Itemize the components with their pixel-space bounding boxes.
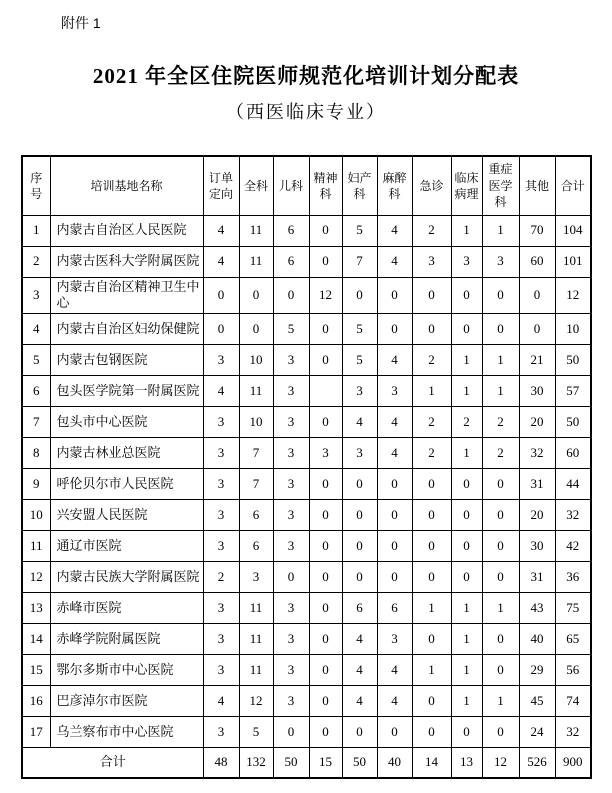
value-cell: 4 (342, 655, 377, 686)
value-cell: 36 (555, 562, 591, 593)
value-cell: 74 (555, 686, 591, 717)
value-cell: 50 (555, 407, 591, 438)
table-row (22, 500, 591, 531)
value-cell: 0 (239, 277, 273, 314)
value-cell: 12 (239, 686, 273, 717)
value-cell: 3 (273, 686, 309, 717)
column-header: 订单定向 (203, 156, 239, 215)
value-cell: 1 (451, 655, 482, 686)
value-cell: 11 (239, 246, 273, 277)
total-value-cell: 526 (519, 748, 555, 778)
value-cell: 0 (482, 500, 519, 531)
value-cell: 0 (342, 500, 377, 531)
value-cell: 3 (203, 593, 239, 624)
row-number-cell: 16 (22, 686, 50, 717)
row-number-cell: 17 (22, 717, 50, 748)
value-cell: 56 (555, 655, 591, 686)
value-cell: 12 (309, 277, 342, 314)
value-cell: 0 (482, 314, 519, 345)
attachment-label: 附件 1 (61, 15, 101, 31)
value-cell: 32 (555, 717, 591, 748)
total-value-cell: 50 (342, 748, 377, 778)
base-name-cell: 包头医学院第一附属医院 (50, 376, 203, 407)
value-cell: 57 (555, 376, 591, 407)
value-cell: 0 (342, 277, 377, 314)
value-cell: 1 (451, 438, 482, 469)
training-allocation-table (21, 155, 592, 779)
table-row (22, 277, 591, 314)
value-cell (309, 376, 342, 407)
value-cell: 0 (451, 277, 482, 314)
value-cell: 29 (519, 655, 555, 686)
value-cell: 0 (412, 624, 451, 655)
value-cell: 30 (519, 531, 555, 562)
row-number-cell: 1 (22, 215, 50, 246)
column-header: 全科 (239, 156, 273, 215)
value-cell: 32 (555, 500, 591, 531)
value-cell: 3 (342, 376, 377, 407)
table-row (22, 655, 591, 686)
value-cell: 6 (342, 593, 377, 624)
value-cell: 7 (239, 438, 273, 469)
value-cell: 3 (203, 407, 239, 438)
value-cell: 0 (482, 624, 519, 655)
row-number-cell: 8 (22, 438, 50, 469)
value-cell: 0 (239, 314, 273, 345)
value-cell: 0 (451, 531, 482, 562)
value-cell: 1 (482, 593, 519, 624)
value-cell: 11 (239, 655, 273, 686)
value-cell: 6 (377, 593, 412, 624)
value-cell: 0 (309, 246, 342, 277)
value-cell: 0 (412, 500, 451, 531)
value-cell: 2 (451, 407, 482, 438)
value-cell: 2 (482, 438, 519, 469)
total-row (22, 748, 591, 778)
value-cell: 6 (239, 500, 273, 531)
total-value-cell: 900 (555, 748, 591, 778)
value-cell: 4 (342, 624, 377, 655)
row-number-cell: 3 (22, 277, 50, 314)
value-cell: 10 (555, 314, 591, 345)
value-cell: 65 (555, 624, 591, 655)
table-row (22, 215, 591, 246)
value-cell: 31 (519, 562, 555, 593)
column-header: 序号 (22, 156, 50, 215)
value-cell: 30 (519, 376, 555, 407)
value-cell: 0 (309, 215, 342, 246)
column-header: 重症医学科 (482, 156, 519, 215)
row-number-cell: 9 (22, 469, 50, 500)
total-value-cell: 132 (239, 748, 273, 778)
value-cell: 0 (451, 717, 482, 748)
value-cell: 32 (519, 438, 555, 469)
value-cell: 1 (412, 376, 451, 407)
base-name-cell: 内蒙古自治区人民医院 (50, 215, 203, 246)
value-cell: 3 (273, 407, 309, 438)
base-name-cell: 内蒙古包钢医院 (50, 345, 203, 376)
value-cell: 0 (412, 469, 451, 500)
value-cell: 3 (273, 345, 309, 376)
row-number-cell: 2 (22, 246, 50, 277)
value-cell: 0 (482, 469, 519, 500)
table-row (22, 562, 591, 593)
table-row (22, 314, 591, 345)
base-name-cell: 巴彦淖尔市医院 (50, 686, 203, 717)
value-cell: 6 (239, 531, 273, 562)
column-header: 精神科 (309, 156, 342, 215)
value-cell: 2 (482, 407, 519, 438)
value-cell: 50 (555, 345, 591, 376)
value-cell: 0 (377, 500, 412, 531)
value-cell: 0 (273, 277, 309, 314)
value-cell: 1 (482, 376, 519, 407)
value-cell: 0 (309, 345, 342, 376)
value-cell: 1 (451, 376, 482, 407)
column-header: 其他 (519, 156, 555, 215)
value-cell: 0 (309, 717, 342, 748)
value-cell: 3 (203, 624, 239, 655)
value-cell: 1 (482, 686, 519, 717)
value-cell: 0 (203, 277, 239, 314)
value-cell: 40 (519, 624, 555, 655)
value-cell: 7 (342, 246, 377, 277)
value-cell: 3 (273, 624, 309, 655)
row-number-cell: 14 (22, 624, 50, 655)
table-row (22, 345, 591, 376)
value-cell: 3 (482, 246, 519, 277)
value-cell: 1 (451, 345, 482, 376)
column-header: 妇产科 (342, 156, 377, 215)
value-cell: 0 (309, 500, 342, 531)
value-cell: 0 (273, 717, 309, 748)
row-number-cell: 13 (22, 593, 50, 624)
value-cell: 3 (273, 469, 309, 500)
document-title: 2021 年全区住院医师规范化培训计划分配表 (92, 64, 520, 88)
value-cell: 42 (555, 531, 591, 562)
table-row (22, 407, 591, 438)
value-cell: 4 (342, 686, 377, 717)
total-label-cell: 合计 (22, 748, 203, 778)
value-cell: 5 (342, 314, 377, 345)
value-cell: 0 (309, 314, 342, 345)
value-cell: 24 (519, 717, 555, 748)
value-cell: 0 (412, 686, 451, 717)
table-row (22, 246, 591, 277)
total-value-cell: 40 (377, 748, 412, 778)
row-number-cell: 5 (22, 345, 50, 376)
value-cell: 1 (482, 345, 519, 376)
value-cell: 7 (239, 469, 273, 500)
value-cell: 6 (273, 246, 309, 277)
value-cell: 4 (342, 407, 377, 438)
row-number-cell: 10 (22, 500, 50, 531)
value-cell: 11 (239, 376, 273, 407)
value-cell: 1 (451, 624, 482, 655)
value-cell: 4 (377, 345, 412, 376)
base-name-cell: 内蒙古民族大学附属医院 (50, 562, 203, 593)
total-value-cell: 13 (451, 748, 482, 778)
value-cell: 3 (273, 376, 309, 407)
table-row (22, 376, 591, 407)
value-cell: 3 (203, 345, 239, 376)
value-cell: 20 (519, 407, 555, 438)
base-name-cell: 呼伦贝尔市人民医院 (50, 469, 203, 500)
value-cell: 0 (309, 531, 342, 562)
value-cell: 2 (412, 407, 451, 438)
value-cell: 0 (203, 314, 239, 345)
value-cell: 60 (519, 246, 555, 277)
value-cell: 70 (519, 215, 555, 246)
value-cell: 0 (309, 655, 342, 686)
value-cell: 44 (555, 469, 591, 500)
value-cell: 3 (273, 500, 309, 531)
value-cell: 0 (519, 277, 555, 314)
column-header: 临床病理 (451, 156, 482, 215)
base-name-cell: 包头市中心医院 (50, 407, 203, 438)
value-cell: 3 (342, 438, 377, 469)
value-cell: 2 (412, 345, 451, 376)
value-cell: 0 (309, 469, 342, 500)
value-cell: 0 (309, 624, 342, 655)
value-cell: 4 (377, 407, 412, 438)
value-cell: 75 (555, 593, 591, 624)
total-value-cell: 14 (412, 748, 451, 778)
base-name-cell: 内蒙古自治区妇幼保健院 (50, 314, 203, 345)
value-cell: 3 (273, 438, 309, 469)
value-cell: 1 (451, 686, 482, 717)
table-row (22, 624, 591, 655)
value-cell: 1 (451, 215, 482, 246)
value-cell: 5 (273, 314, 309, 345)
value-cell: 6 (273, 215, 309, 246)
table-row (22, 469, 591, 500)
value-cell: 0 (412, 717, 451, 748)
column-header: 麻醉科 (377, 156, 412, 215)
value-cell: 3 (377, 376, 412, 407)
value-cell: 0 (412, 531, 451, 562)
base-name-cell: 鄂尔多斯市中心医院 (50, 655, 203, 686)
header-row (22, 156, 591, 215)
base-name-cell: 赤峰学院附属医院 (50, 624, 203, 655)
value-cell: 2 (412, 215, 451, 246)
value-cell: 20 (519, 500, 555, 531)
value-cell: 0 (377, 717, 412, 748)
value-cell: 3 (273, 531, 309, 562)
table-row (22, 593, 591, 624)
value-cell: 0 (342, 717, 377, 748)
total-value-cell: 15 (309, 748, 342, 778)
value-cell: 3 (203, 717, 239, 748)
value-cell: 0 (412, 562, 451, 593)
base-name-cell: 赤峰市医院 (50, 593, 203, 624)
value-cell: 0 (482, 655, 519, 686)
value-cell: 43 (519, 593, 555, 624)
row-number-cell: 15 (22, 655, 50, 686)
value-cell: 2 (412, 438, 451, 469)
value-cell: 0 (377, 531, 412, 562)
value-cell: 0 (309, 562, 342, 593)
value-cell: 12 (555, 277, 591, 314)
base-name-cell: 内蒙古自治区精神卫生中心 (50, 277, 203, 314)
value-cell: 11 (239, 215, 273, 246)
table-row (22, 438, 591, 469)
value-cell: 3 (203, 531, 239, 562)
base-name-cell: 乌兰察布市中心医院 (50, 717, 203, 748)
value-cell: 0 (342, 531, 377, 562)
base-name-cell: 兴安盟人民医院 (50, 500, 203, 531)
value-cell: 0 (377, 314, 412, 345)
row-number-cell: 12 (22, 562, 50, 593)
value-cell: 4 (203, 376, 239, 407)
value-cell: 3 (412, 246, 451, 277)
value-cell: 0 (342, 469, 377, 500)
value-cell: 3 (273, 593, 309, 624)
total-value-cell: 50 (273, 748, 309, 778)
value-cell: 0 (482, 562, 519, 593)
row-number-cell: 4 (22, 314, 50, 345)
value-cell: 31 (519, 469, 555, 500)
value-cell: 1 (482, 215, 519, 246)
value-cell: 0 (482, 717, 519, 748)
value-cell: 0 (451, 314, 482, 345)
value-cell: 0 (342, 562, 377, 593)
value-cell: 3 (273, 655, 309, 686)
value-cell: 10 (239, 345, 273, 376)
value-cell: 0 (451, 500, 482, 531)
column-header: 合计 (555, 156, 591, 215)
value-cell: 0 (377, 277, 412, 314)
value-cell: 0 (519, 314, 555, 345)
value-cell: 0 (412, 314, 451, 345)
value-cell: 45 (519, 686, 555, 717)
value-cell: 0 (309, 686, 342, 717)
total-value-cell: 48 (203, 748, 239, 778)
value-cell: 0 (377, 469, 412, 500)
value-cell: 21 (519, 345, 555, 376)
value-cell: 4 (377, 438, 412, 469)
table-body (22, 215, 591, 748)
value-cell: 3 (377, 624, 412, 655)
row-number-cell: 7 (22, 407, 50, 438)
column-header: 培训基地名称 (50, 156, 203, 215)
value-cell: 1 (451, 593, 482, 624)
value-cell: 0 (412, 277, 451, 314)
row-number-cell: 11 (22, 531, 50, 562)
value-cell: 2 (203, 562, 239, 593)
value-cell: 3 (203, 438, 239, 469)
value-cell: 4 (203, 246, 239, 277)
value-cell: 3 (203, 469, 239, 500)
value-cell: 3 (203, 655, 239, 686)
value-cell: 0 (451, 562, 482, 593)
value-cell: 11 (239, 624, 273, 655)
value-cell: 5 (239, 717, 273, 748)
value-cell: 11 (239, 593, 273, 624)
value-cell: 3 (309, 438, 342, 469)
value-cell: 3 (451, 246, 482, 277)
value-cell: 5 (342, 215, 377, 246)
value-cell: 0 (309, 407, 342, 438)
value-cell: 0 (482, 531, 519, 562)
value-cell: 4 (203, 215, 239, 246)
value-cell: 0 (377, 562, 412, 593)
value-cell: 5 (342, 345, 377, 376)
value-cell: 0 (451, 469, 482, 500)
value-cell: 3 (203, 500, 239, 531)
value-cell: 1 (412, 655, 451, 686)
value-cell: 10 (239, 407, 273, 438)
column-header: 儿科 (273, 156, 309, 215)
value-cell: 4 (377, 215, 412, 246)
base-name-cell: 内蒙古医科大学附属医院 (50, 246, 203, 277)
value-cell: 4 (377, 246, 412, 277)
table-row (22, 686, 591, 717)
value-cell: 0 (482, 277, 519, 314)
base-name-cell: 内蒙古林业总医院 (50, 438, 203, 469)
value-cell: 3 (239, 562, 273, 593)
value-cell: 101 (555, 246, 591, 277)
value-cell: 0 (273, 562, 309, 593)
document-subtitle: （西医临床专业） (226, 102, 386, 122)
value-cell: 4 (377, 686, 412, 717)
value-cell: 60 (555, 438, 591, 469)
base-name-cell: 通辽市医院 (50, 531, 203, 562)
table-row (22, 717, 591, 748)
row-number-cell: 6 (22, 376, 50, 407)
total-value-cell: 12 (482, 748, 519, 778)
value-cell: 4 (203, 686, 239, 717)
value-cell: 4 (377, 655, 412, 686)
value-cell: 1 (412, 593, 451, 624)
column-header: 急诊 (412, 156, 451, 215)
value-cell: 104 (555, 215, 591, 246)
table-row (22, 531, 591, 562)
value-cell: 0 (309, 593, 342, 624)
